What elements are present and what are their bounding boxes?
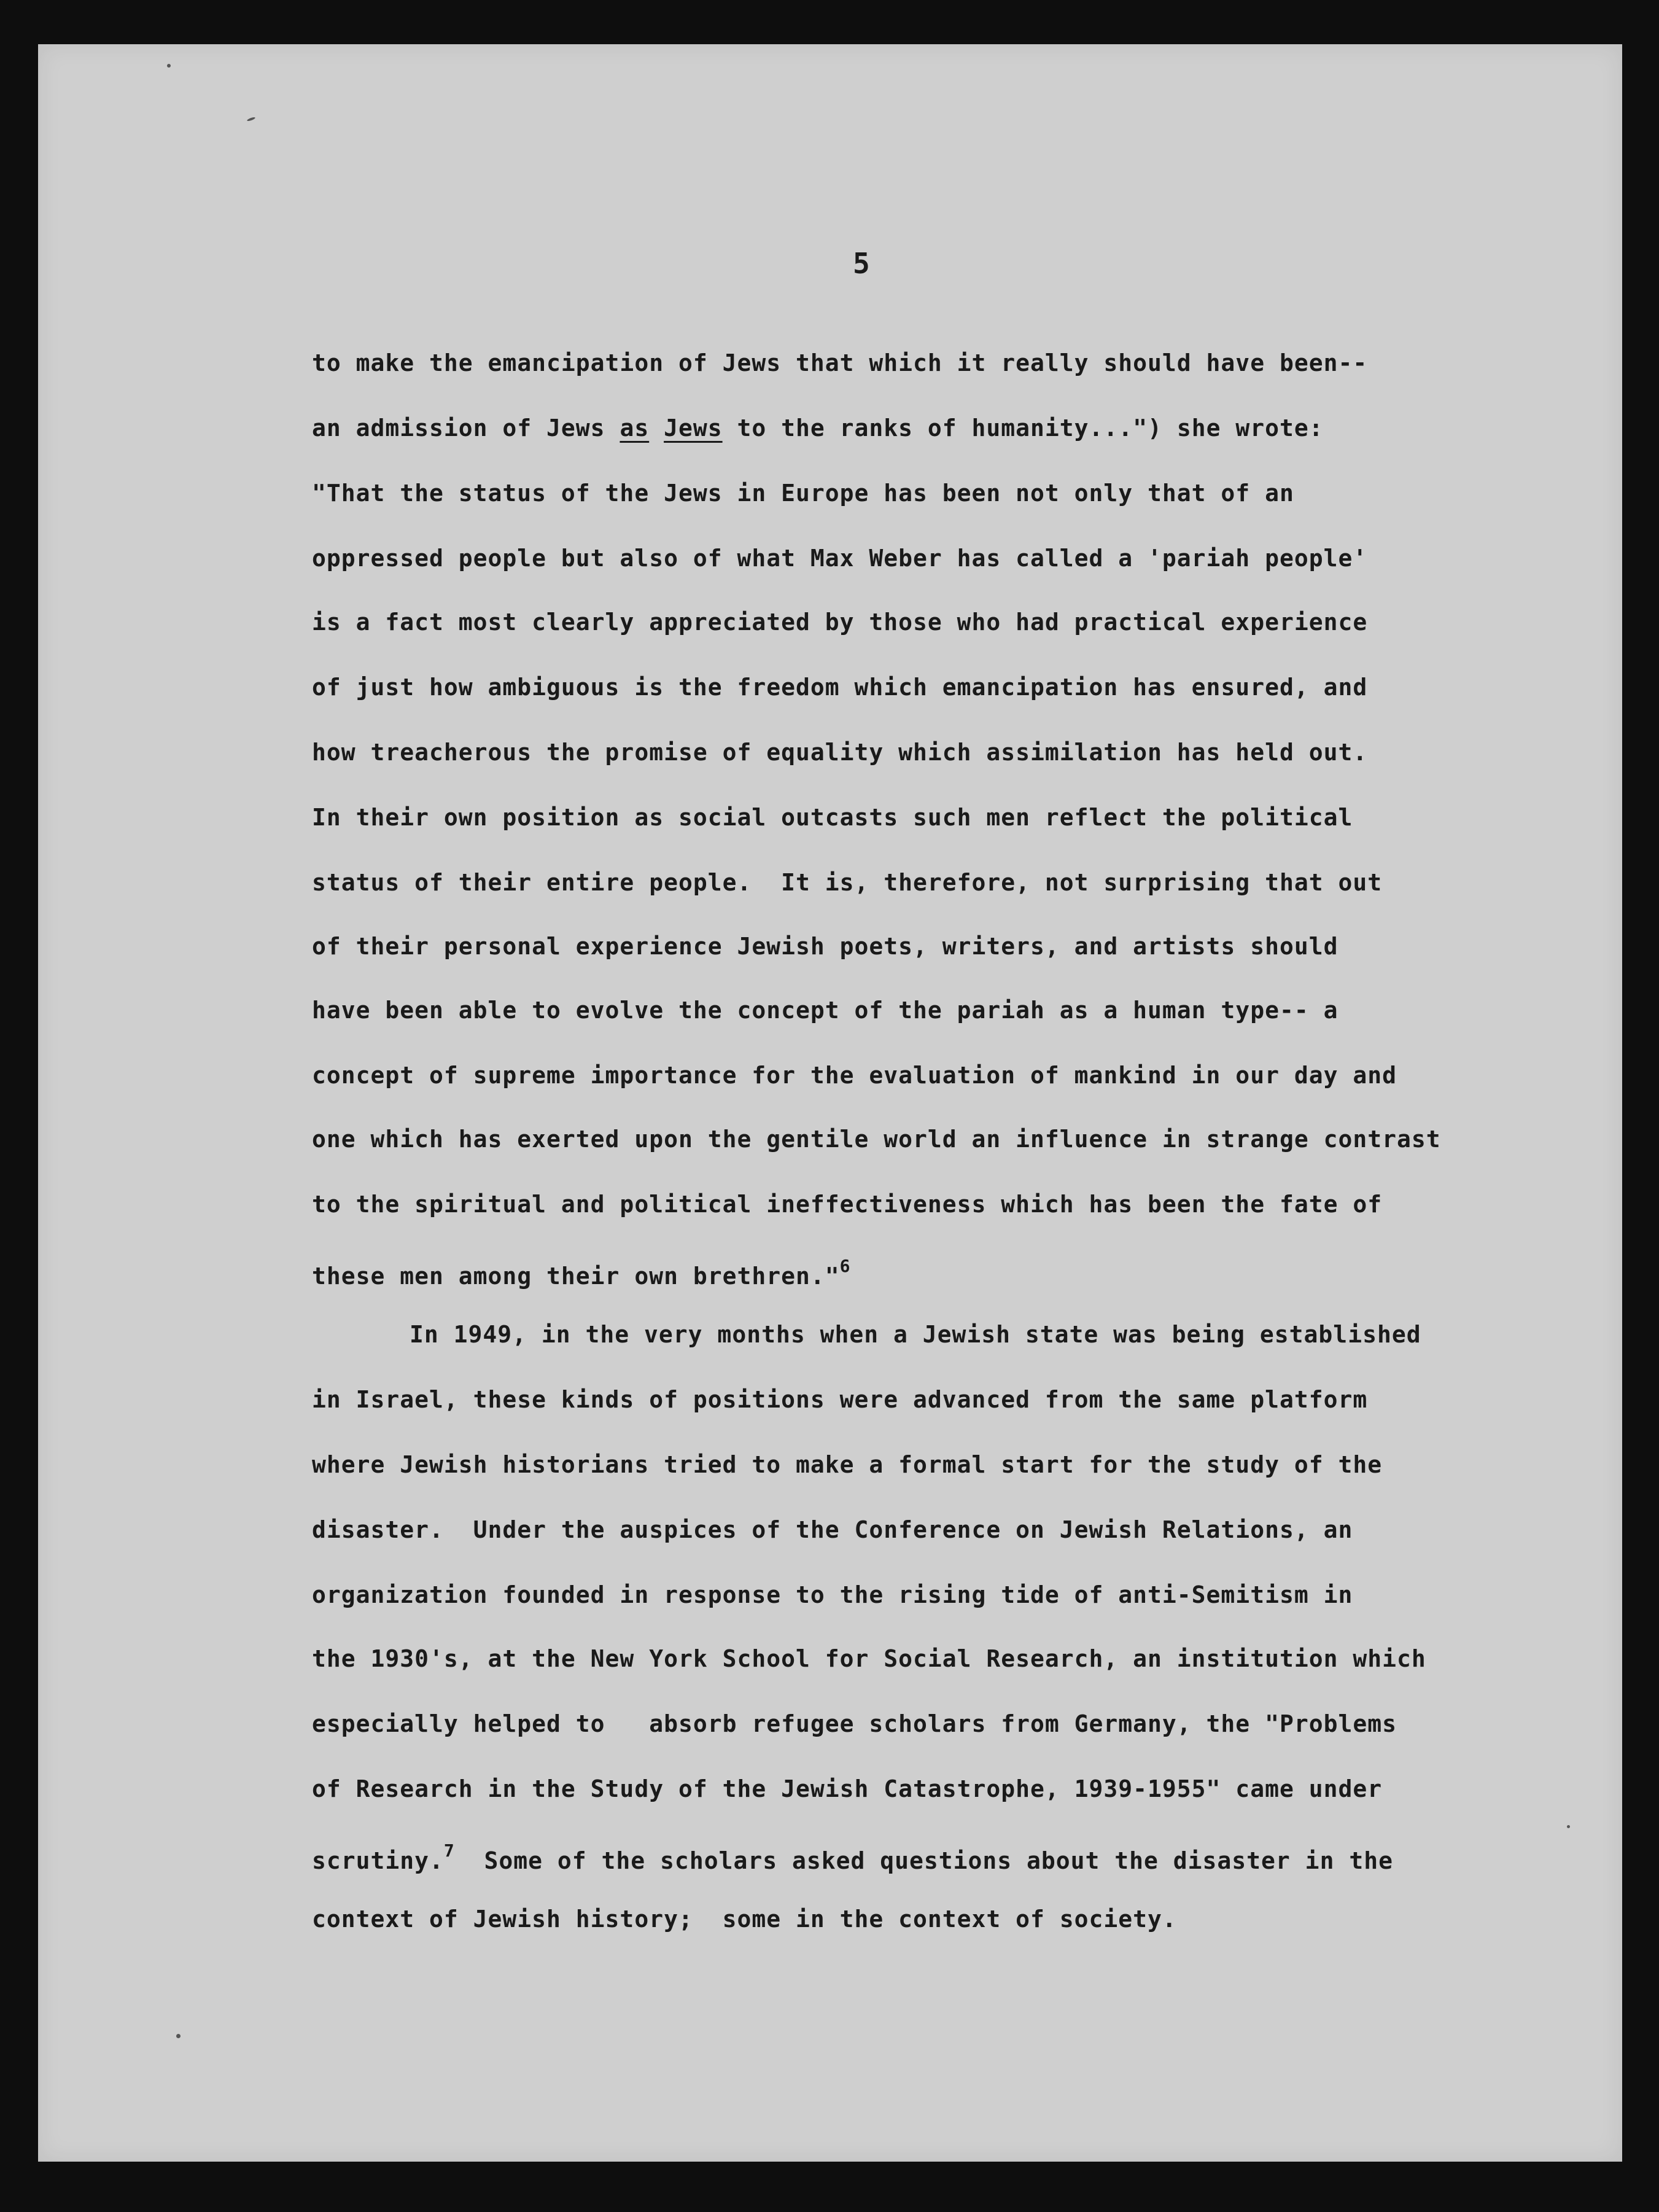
text-line-11: have been able to evolve the concept of the pariah as a human type-- a <box>312 997 1338 1024</box>
page-number: 5 <box>853 247 870 280</box>
text-line-3: "That the status of the Jews in Europe has been not only that of an <box>312 480 1294 507</box>
text-line-13: one which has exerted upon the gentile world an influence in strange contrast <box>312 1126 1441 1153</box>
footnote-marker: 6 <box>839 1256 851 1276</box>
text-line-4: oppressed people but also of what Max Weber has called a 'pariah people' <box>312 545 1368 572</box>
text-line-7: how treacherous the promise of equality which assimilation has held out. <box>312 739 1368 766</box>
text-line-14: to the spiritual and political ineffectiveness which has been the fate of <box>312 1191 1383 1218</box>
text-line-8: In their own position as social outcasts such men reflect the political <box>312 804 1353 831</box>
text-line-24 <box>312 1842 1393 1872</box>
text-line-17: in Israel, these kinds of positions were advanced from the same platform <box>312 1386 1368 1413</box>
paper-speck <box>176 2034 181 2038</box>
text-line-10: of their personal experience Jewish poets, writers, and artists should <box>312 933 1338 960</box>
text-line-21: the 1930's, at the New York School for Social Research, an institution which <box>312 1645 1426 1672</box>
text-line-5: is a fact most clearly appreciated by those who had practical experience <box>312 609 1368 636</box>
text-segment: Some of the scholars asked questions about the disaster in the <box>454 1847 1393 1874</box>
text-line-12: concept of supreme importance for the evaluation of mankind in our day and <box>312 1062 1397 1089</box>
paper-speck <box>167 64 171 68</box>
footnote-marker: 7 <box>443 1840 455 1861</box>
text-line-9: status of their entire people. It is, therefore, not surprising that out <box>312 869 1383 896</box>
text-line-23: of Research in the Study of the Jewish Catastrophe, 1939-1955" came under <box>312 1775 1383 1802</box>
text-line-19: disaster. Under the auspices of the Conference on Jewish Relations, an <box>312 1516 1353 1543</box>
text-line-15 <box>312 1258 850 1288</box>
document-page <box>38 44 1622 2162</box>
text-line-16: In 1949, in the very months when a Jewish state was being established <box>410 1321 1421 1348</box>
text-line-6: of just how ambiguous is the freedom which emancipation has ensured, and <box>312 674 1368 701</box>
text-line-2 <box>312 416 1324 440</box>
text-line-25: context of Jewish history; some in the context of society. <box>312 1906 1177 1933</box>
paper-speck <box>1567 1825 1570 1828</box>
underlined-word: Jews <box>664 415 723 442</box>
text-line-1: to make the emancipation of Jews that which it really should have been-- <box>312 349 1368 376</box>
text-segment: these men among their own brethren." <box>312 1263 840 1290</box>
text-line-22: especially helped to absorb refugee scholars from Germany, the "Problems <box>312 1710 1397 1737</box>
text-line-20: organization founded in response to the rising tide of anti-Semitism in <box>312 1581 1353 1608</box>
underlined-word: as <box>620 415 650 442</box>
text-line-18: where Jewish historians tried to make a formal start for the study of the <box>312 1451 1383 1478</box>
text-segment: an admission of Jews <box>312 415 620 442</box>
text-segment: to the ranks of humanity...") she wrote: <box>722 415 1324 442</box>
text-segment: scrutiny. <box>312 1847 444 1874</box>
text-segment <box>649 415 664 442</box>
paper-speck <box>247 117 256 122</box>
